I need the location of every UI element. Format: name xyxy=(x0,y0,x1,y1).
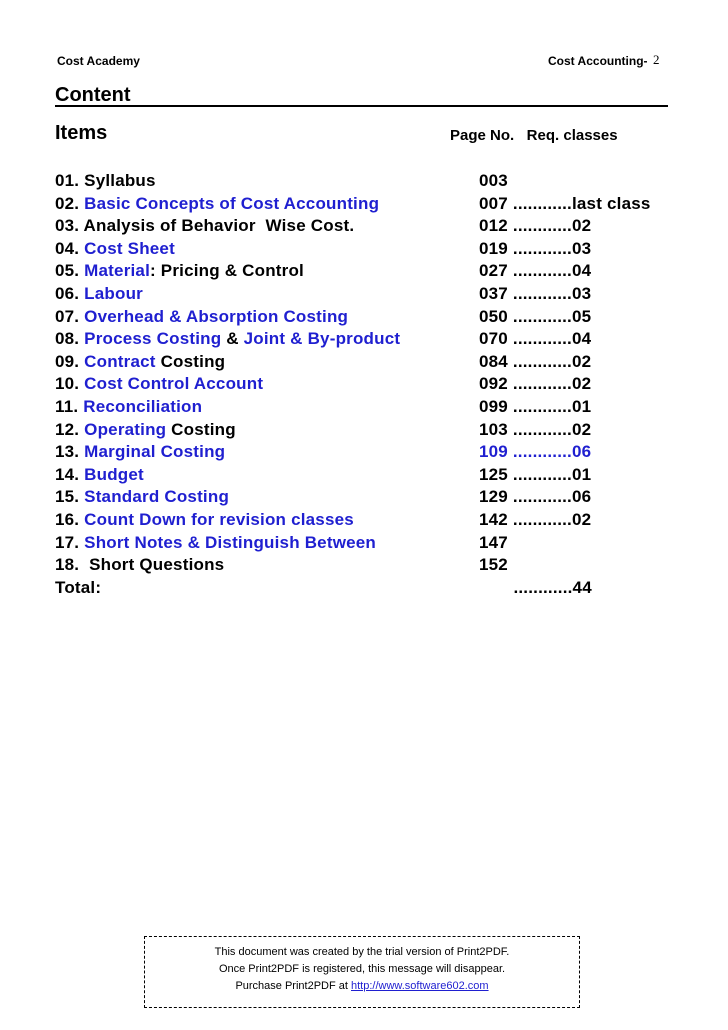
item-page xyxy=(479,261,591,281)
req-classes-value: ............02 xyxy=(507,509,592,529)
trial-notice xyxy=(144,936,580,1008)
list-item xyxy=(55,307,695,330)
item-page xyxy=(479,555,508,575)
item-title-part: 05. xyxy=(55,261,85,281)
item-title-part: Reconciliation xyxy=(83,396,203,416)
page-number-value: 129 xyxy=(479,487,508,507)
item-title-part: 07. xyxy=(55,306,85,326)
item-title-part: 18. Short Questions xyxy=(55,555,225,575)
page-number-value: 147 xyxy=(479,532,508,552)
list-item xyxy=(55,352,695,375)
item-title-part: Costing xyxy=(166,419,236,439)
page-number-value: 019 xyxy=(479,238,508,258)
page-number-value: 027 xyxy=(479,261,508,281)
item-title-part: Costing xyxy=(155,351,226,371)
items-heading: Items xyxy=(55,122,108,144)
item-title-part: Overhead & Absorption Costing xyxy=(84,306,349,326)
item-title-part: Standard Costing xyxy=(84,487,230,507)
list-item xyxy=(55,420,695,443)
item-title xyxy=(55,510,354,530)
page-number-value: 125 xyxy=(479,464,508,484)
page-number-value: 012 xyxy=(479,216,508,236)
item-title xyxy=(55,374,263,394)
item-title xyxy=(55,307,348,327)
item-title-part: Short Notes & Distinguish Between xyxy=(84,532,377,552)
req-classes-value: ............06 xyxy=(507,487,592,507)
item-title xyxy=(55,442,225,462)
item-title xyxy=(55,555,224,575)
item-page xyxy=(479,420,591,440)
item-title xyxy=(55,239,175,259)
header-right-text: Cost Accounting- xyxy=(548,54,648,68)
page-number-value: 084 xyxy=(479,351,508,371)
title-rule xyxy=(55,105,668,107)
list-item xyxy=(55,555,695,578)
item-page xyxy=(479,352,591,372)
item-title-part: 06. xyxy=(55,283,85,303)
item-title-part: 15. xyxy=(55,487,85,507)
software602-link[interactable]: http://www.software602.com xyxy=(351,980,489,992)
list-item xyxy=(55,171,695,194)
item-title-part: Process Costing xyxy=(84,329,222,349)
req-classes-value: ............03 xyxy=(507,238,592,258)
list-item xyxy=(55,261,695,284)
item-title-part: 04. xyxy=(55,238,85,258)
item-title-part: 12. xyxy=(55,419,85,439)
item-title-part: Contract xyxy=(84,351,156,371)
item-page xyxy=(479,487,591,507)
item-page xyxy=(479,510,591,530)
page-number-value: 037 xyxy=(479,283,508,303)
list-item xyxy=(55,216,695,239)
req-classes-value: ............03 xyxy=(507,283,592,303)
item-title-part: 16. xyxy=(55,509,85,529)
item-title-part: 10. xyxy=(55,374,85,394)
item-title xyxy=(55,533,376,553)
item-page xyxy=(479,578,592,598)
item-title-part: Labour xyxy=(84,283,143,303)
item-title xyxy=(55,261,304,281)
item-title-part: 02. xyxy=(55,193,85,213)
item-title xyxy=(55,397,202,417)
page-number-value: 050 xyxy=(479,306,508,326)
notice-line-3-prefix: Purchase Print2PDF at xyxy=(235,980,351,992)
list-item xyxy=(55,465,695,488)
req-classes-value: ............01 xyxy=(507,396,592,416)
table-of-contents xyxy=(55,171,695,600)
item-page xyxy=(479,442,591,462)
req-classes-value: ............02 xyxy=(507,374,592,394)
list-item xyxy=(55,487,695,510)
list-item xyxy=(55,284,695,307)
page-number-value: 103 xyxy=(479,419,508,439)
req-classes-value: ............04 xyxy=(507,261,592,281)
item-title-part: : Pricing & Control xyxy=(150,261,304,281)
list-item xyxy=(55,194,695,217)
item-title xyxy=(55,194,379,214)
item-title-part: 08. xyxy=(55,329,85,349)
notice-line-1: This document was created by the trial version of Print2PDF. xyxy=(214,946,510,958)
item-title xyxy=(55,171,156,191)
list-item xyxy=(55,374,695,397)
item-title xyxy=(55,465,144,485)
list-item xyxy=(55,239,695,262)
page-number-value: 142 xyxy=(479,509,508,529)
page-number-value: 003 xyxy=(479,171,508,190)
header-left-text: Cost Academy xyxy=(57,54,140,68)
item-page xyxy=(479,397,591,417)
item-title xyxy=(55,420,236,440)
page-number-value: 109 ............06 xyxy=(479,442,592,462)
req-classes-value: ............04 xyxy=(507,329,592,349)
req-classes-value: ............02 xyxy=(507,216,592,236)
item-title-part: Joint & By-product xyxy=(243,329,401,349)
item-page xyxy=(479,194,651,214)
item-title-part: Operating xyxy=(84,419,167,439)
item-title-part: 11. xyxy=(55,396,84,416)
item-title-part: Cost Control Account xyxy=(84,374,264,394)
notice-line-3 xyxy=(145,978,579,995)
list-item xyxy=(55,510,695,533)
item-title-part: Marginal Costing xyxy=(84,442,226,462)
req-classes-value: ............02 xyxy=(507,351,592,371)
item-title-part: Basic Concepts of Cost Accounting xyxy=(84,193,380,213)
item-title xyxy=(55,352,225,372)
item-page xyxy=(479,216,591,236)
page-number-value: 152 xyxy=(479,555,508,575)
item-title-part: 09. xyxy=(55,351,85,371)
item-page xyxy=(479,465,591,485)
list-item xyxy=(55,397,695,420)
item-title-part: & xyxy=(221,329,244,349)
item-title-part: 03. Analysis of Behavior Wise Cost. xyxy=(55,216,355,236)
req-classes-value: ............05 xyxy=(507,306,592,326)
item-title xyxy=(55,216,354,236)
list-item xyxy=(55,442,695,465)
list-item xyxy=(55,578,695,601)
item-title-part: 17. xyxy=(55,532,85,552)
item-title-part: 01. Syllabus xyxy=(55,171,156,190)
page-number: 2 xyxy=(653,52,660,67)
page-number-value: 099 xyxy=(479,396,508,416)
item-title xyxy=(55,329,400,349)
page-number-value: 007 xyxy=(479,193,508,213)
page-no-heading: Page No. Req. classes xyxy=(450,127,618,144)
content-title: Content xyxy=(55,84,131,106)
notice-line-2: Once Print2PDF is registered, this message will disappear. xyxy=(218,963,506,975)
req-classes-value: ............last class xyxy=(507,193,651,213)
list-item xyxy=(55,329,695,352)
item-title-part: 14. xyxy=(55,464,85,484)
item-page xyxy=(479,533,508,553)
item-title-part: Cost Sheet xyxy=(84,238,175,258)
item-title xyxy=(55,487,229,507)
page-number-value: 092 xyxy=(479,374,508,394)
item-title-part: Material xyxy=(84,261,151,281)
item-page xyxy=(479,284,591,304)
page-number-value: 070 xyxy=(479,329,508,349)
item-title-part: Total: xyxy=(55,577,102,597)
req-classes-value: ............02 xyxy=(507,419,592,439)
item-page xyxy=(479,374,591,394)
item-page xyxy=(479,307,591,327)
req-classes-value: ............01 xyxy=(507,464,592,484)
item-title xyxy=(55,284,143,304)
req-classes-value: ............44 xyxy=(479,577,592,597)
item-page xyxy=(479,329,591,349)
item-title-part: Count Down for revision classes xyxy=(84,509,354,529)
item-page xyxy=(479,171,508,191)
item-title xyxy=(55,578,101,598)
item-page xyxy=(479,239,591,259)
item-title-part: 13. xyxy=(55,442,85,462)
item-title-part: Budget xyxy=(84,464,144,484)
list-item xyxy=(55,533,695,556)
